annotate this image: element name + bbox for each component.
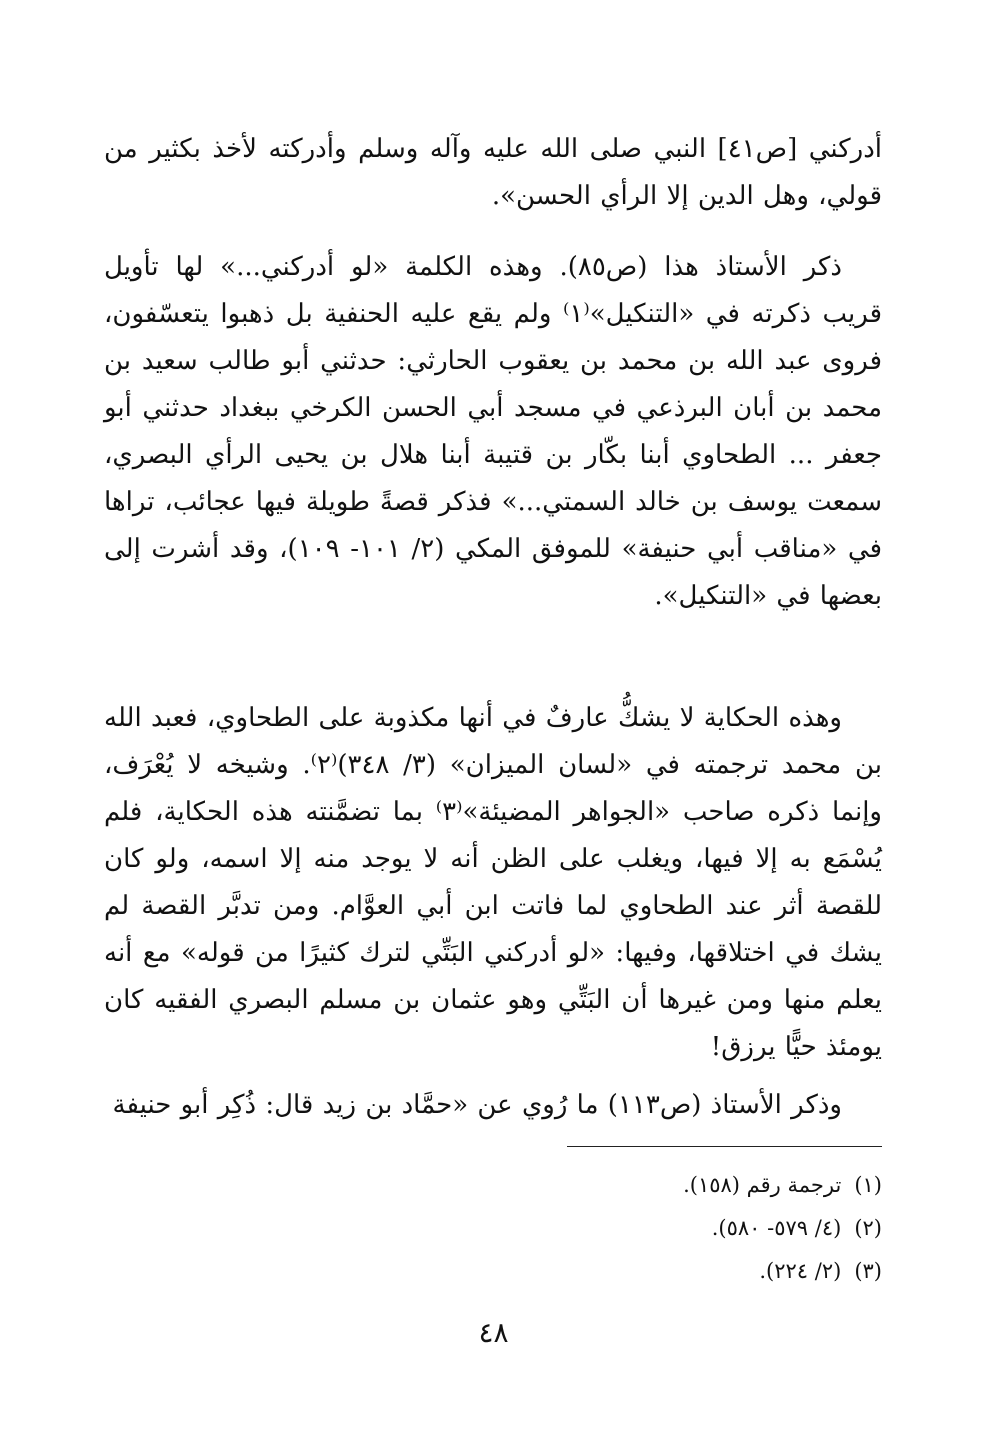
paragraph-3 [104, 695, 882, 1071]
paragraph-text: أدركني [ص٤١] النبي صلى الله عليه وآله وسلم وأدركته لأخذ بكثير من قولي، وهل الدين إلا الرأي الحسن». [104, 134, 883, 211]
paragraph-4 [104, 1082, 882, 1129]
footnote-text: (٢/ ٢٢٤). [759, 1259, 842, 1283]
paragraph-2 [104, 244, 882, 620]
footnote-text: (٤/ ٥٧٩- ٥٨٠). [711, 1216, 842, 1240]
paragraph-1 [104, 126, 882, 220]
footnote-number: (٣) [854, 1259, 882, 1283]
footnote-3 [500, 1250, 882, 1293]
footnotes [500, 1164, 882, 1293]
page-number: ٤٨ [478, 1316, 509, 1349]
paragraph-text: ذكر الأستاذ هذا (ص٨٥). وهذه الكلمة «لو أدركني...» لها تأويل قريب ذكرته في «التنكيل»⁽١⁾ ولم يقع عليه الحنفية بل ذهبوا يتعسّفون، فروى عبد الله بن محمد بن يعقوب الحارثي: حدثني أبو طالب سعيد بن محمد بن أبان البرذعي في مسجد أبي الحسن الكرخي ببغداد حدثني أبو جعفر ... الطحاوي أبنا بكّار بن قتيبة أبنا هلال بن يحيى الرأي البصري، سمعت يوسف بن خالد السمتي...» فذكر قصةً طويلة فيها عجائب، تراها في «مناقب أبي حنيفة» للموفق المكي (٢/ ١٠١- ١٠٩)، وقد أشرت إلى بعضها في «التنكيل». [104, 252, 882, 611]
paragraph-text: وذكر الأستاذ (ص١١٣) ما رُوي عن «حمَّاد بن زيد قال: ذُكِر أبو حنيفة [112, 1090, 842, 1120]
footnote-1 [500, 1164, 882, 1207]
footnote-text: ترجمة رقم (١٥٨). [683, 1173, 842, 1197]
footnote-divider [567, 1146, 882, 1147]
footnote-2 [500, 1207, 882, 1250]
footnote-number: (٢) [854, 1216, 882, 1240]
footnote-number: (١) [854, 1173, 882, 1197]
paragraph-text: وهذه الحكاية لا يشكُّ عارفٌ في أنها مكذوبة على الطحاوي، فعبد الله بن محمد ترجمته في «لسان الميزان» (٣/ ٣٤٨)⁽٢⁾. وشيخه لا يُعْرَف، وإنما ذكره صاحب «الجواهر المضيئة»⁽٣⁾ بما تضمَّنته هذه الحكاية، فلم يُسْمَع به إلا فيها، ويغلب على الظن أنه لا يوجد منه إلا اسمه، ولو كان للقصة أثر عند الطحاوي لما فاتت ابن أبي العوَّام. ومن تدبَّر القصة لم يشك في اختلاقها، وفيها: «لو أدركني البَتِّي لترك كثيرًا من قوله» مع أنه يعلم منها ومن غيرها أن البَتِّي وهو عثمان بن مسلم البصري الفقيه كان يومئذ حيًّا يرزق! [104, 703, 882, 1062]
